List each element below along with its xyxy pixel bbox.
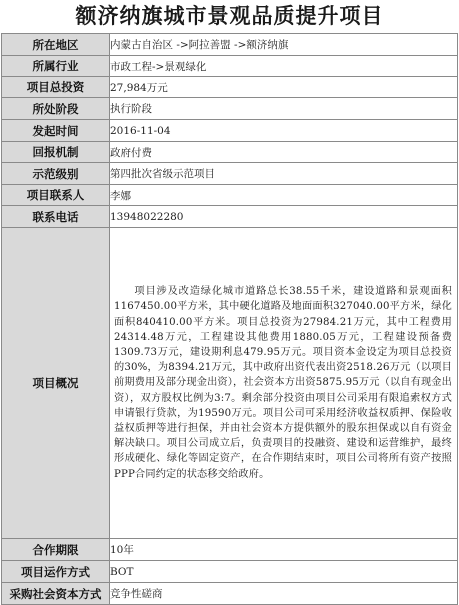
row-value: 2016-11-04 <box>110 120 458 142</box>
project-info-table <box>1 33 458 605</box>
row-label: 采购社会资本方式 <box>2 583 110 605</box>
row-value: 10年 <box>110 539 458 561</box>
row-label: 联系电话 <box>2 206 110 228</box>
table-row-industry <box>2 56 458 77</box>
table-row-region <box>2 34 458 56</box>
table-row-procurement-method <box>2 583 458 605</box>
table-row-phone <box>2 206 458 228</box>
row-label: 项目运作方式 <box>2 561 110 583</box>
row-value: 竞争性磋商 <box>110 583 458 605</box>
row-label: 回报机制 <box>2 142 110 163</box>
page-title: 额济纳旗城市景观品质提升项目 <box>75 4 384 28</box>
row-value: 市政工程->景观绿化 <box>110 56 458 77</box>
row-value: 执行阶段 <box>110 98 458 120</box>
row-value: 27,984万元 <box>110 77 458 98</box>
table-row-start-date <box>2 120 458 142</box>
row-label: 所属行业 <box>2 56 110 77</box>
table-row-return-mechanism <box>2 142 458 163</box>
row-value: 13948022280 <box>110 206 458 228</box>
row-label: 项目联系人 <box>2 185 110 206</box>
table-row-operation-mode <box>2 561 458 583</box>
row-value: 内蒙古自治区 ->阿拉善盟 ->额济纳旗 <box>110 34 458 56</box>
row-label: 所处阶段 <box>2 98 110 120</box>
row-label: 示范级别 <box>2 163 110 185</box>
row-label: 项目概况 <box>2 228 110 539</box>
row-value: 李娜 <box>110 185 458 206</box>
table-row-contact <box>2 185 458 206</box>
row-label: 项目总投资 <box>2 77 110 98</box>
row-label: 所在地区 <box>2 34 110 56</box>
row-value: 第四批次省级示范项目 <box>110 163 458 185</box>
project-overview-text: 项目涉及改造绿化城市道路总长38.55千米，建设道路和景观面积1167450.00平方米，其中硬化道路及地面面积327040.00平方米，绿化面积840410.00平方米。项目总投资为27984.21万元，其中工程费用24314.48万元，工程建设其他费用1880.05万元，工程建设预备费1309.73万元，建设期利息479.95万元。项目资本金设定为项目总投资的30%，为8394.21万元，其中政府出资代表出资2518.26万元（以项目前期费用及部分现金出资），社会资本方出资5875.95万元（以自有现金出资），双方股权比例为3:7。剩余部分投资由项目公司采用有限追索权方式申请银行贷款，为19590万元。项目公司可采用经济收益权质押、保险收益权质押等进行担保，并由社会资本方提供额外的股东担保或以自有资金解决缺口。项目公司成立后，负责项目的投融资、建设和运营维护，最终形成硬化、绿化等固定资产，在合作期结束时，项目公司将所有资产按照PPP合同约定的状态移交给政府。 <box>110 228 458 539</box>
row-label: 发起时间 <box>2 120 110 142</box>
row-label: 合作期限 <box>2 539 110 561</box>
table-row-overview <box>2 228 458 539</box>
row-value: 政府付费 <box>110 142 458 163</box>
table-row-cooperation-period <box>2 539 458 561</box>
row-value: BOT <box>110 561 458 583</box>
table-row-demo-level <box>2 163 458 185</box>
table-row-total-investment <box>2 77 458 98</box>
table-row-stage <box>2 98 458 120</box>
